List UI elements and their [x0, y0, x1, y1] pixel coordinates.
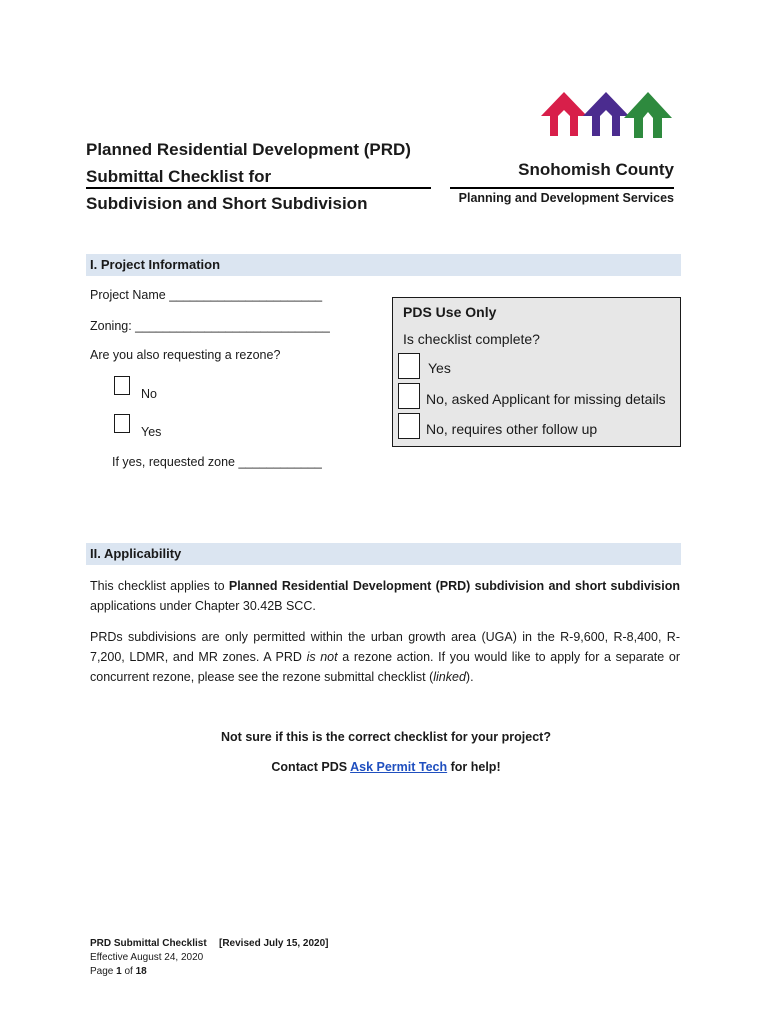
footer-page-number [90, 966, 147, 977]
logo-tree-purple [583, 92, 629, 136]
footer-doc-name: PRD Submittal Checklist [90, 938, 207, 949]
requested-zone-field[interactable]: If yes, requested zone ____________ [112, 455, 322, 469]
ask-permit-tech-link[interactable]: Ask Permit Tech [350, 760, 448, 774]
rezone-no-label: No [141, 387, 157, 401]
contact-line [86, 760, 686, 774]
para1-pre: This checklist applies to [90, 579, 229, 593]
para2-italic: is not [306, 650, 338, 664]
rezone-question: Are you also requesting a rezone? [90, 348, 281, 362]
rezone-no-checkbox[interactable] [114, 376, 130, 395]
department-name: Planning and Development Services [458, 191, 674, 205]
county-divider [450, 187, 674, 189]
pds-follow-up-checkbox[interactable] [398, 413, 420, 439]
page-total: 18 [135, 966, 147, 977]
para2-linked[interactable]: linked [433, 670, 466, 684]
county-name: Snohomish County [518, 160, 674, 179]
pds-follow-up-label: No, requires other follow up [426, 421, 598, 437]
page-title-line-3: Subdivision and Short Subdivision [86, 194, 368, 213]
applicability-paragraph-1 [90, 576, 680, 616]
title-divider [86, 187, 431, 189]
page-title-line-2: Submittal Checklist for [86, 167, 272, 186]
pds-box-question: Is checklist complete? [403, 331, 540, 347]
pds-missing-details-label: No, asked Applicant for missing details [426, 391, 666, 407]
zoning-field[interactable]: Zoning: ____________________________ [90, 319, 330, 333]
applicability-paragraph-2 [90, 627, 680, 687]
snohomish-county-logo-icon [540, 90, 676, 154]
para1-bold: Planned Residential Development (PRD) subdivision and short subdivision [228, 579, 681, 593]
para2-pre: PRDs subdivisions are only permitted within the urban growth area (UGA) in the R-9,600, R-8,400, R-7,200, LDMR, and MR zones. A PRD [90, 630, 680, 664]
footer-effective: Effective August 24, 2020 [90, 952, 204, 963]
pds-yes-label: Yes [428, 360, 451, 376]
para2-mid: a rezone action. If you would like to apply for a separate or concurrent rezone, please see the rezone submittal checklist ( [90, 650, 680, 684]
logo-tree-green [624, 92, 672, 138]
logo-tree-red [541, 92, 587, 136]
page-pre: Page [90, 966, 117, 977]
not-sure-notice: Not sure if this is the correct checklist for your project? [221, 730, 551, 744]
pds-use-only-box [392, 297, 681, 447]
rezone-yes-label: Yes [141, 425, 162, 439]
pds-box-title: PDS Use Only [403, 304, 497, 320]
section-heading-project-information: I. Project Information [86, 254, 681, 276]
para2-end: ). [465, 670, 474, 684]
contact-post: for help! [447, 760, 501, 774]
pds-missing-details-checkbox[interactable] [398, 383, 420, 409]
page-title-line-1: Planned Residential Development (PRD) [86, 140, 411, 159]
project-name-field[interactable]: Project Name ______________________ [90, 288, 323, 302]
page-num: 1 [116, 966, 122, 977]
para1-post: applications under Chapter 30.42B SCC. [90, 599, 316, 613]
page-mid: of [121, 966, 136, 977]
section-heading-applicability: II. Applicability [86, 543, 681, 565]
footer-revised: [Revised July 15, 2020] [219, 938, 329, 949]
rezone-yes-checkbox[interactable] [114, 414, 130, 433]
contact-pre: Contact PDS [271, 760, 351, 774]
pds-yes-checkbox[interactable] [398, 353, 420, 379]
